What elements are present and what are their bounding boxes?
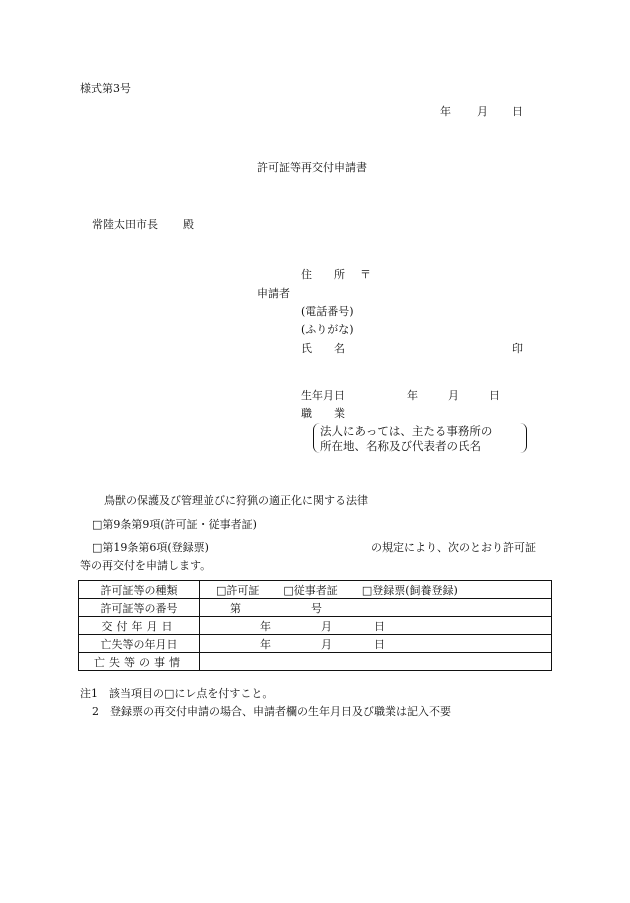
postal-mark: 〒: [360, 268, 371, 281]
name-label: 氏 名: [301, 342, 345, 355]
date-month-label: 月: [477, 105, 488, 118]
number-go: 号: [311, 601, 322, 615]
number-value[interactable]: [200, 599, 552, 617]
option-registration[interactable]: □登録票(飼養登録): [361, 583, 458, 597]
law-name: 鳥獣の保護及び管理並びに狩猟の適正化に関する法律: [104, 494, 368, 507]
addressee: 常陸太田市長: [92, 218, 158, 231]
reissue-info-table: [78, 580, 552, 671]
loss-date-value[interactable]: [200, 635, 552, 653]
loss-circumstances-value[interactable]: [200, 653, 552, 671]
corporate-note-line2: 所在地、名称及び代表者の氏名: [320, 439, 481, 453]
note-1: 注1 該当項目の□にレ点を付すこと。: [80, 687, 274, 700]
table-row-loss-circumstances: [79, 653, 552, 671]
form-number: 様式第3号: [80, 82, 131, 95]
address-label: 住 所: [301, 268, 345, 281]
loss-day: 日: [374, 637, 385, 651]
birth-year-label: 年: [407, 389, 418, 402]
date-day-label: 日: [512, 105, 523, 118]
option-worker-cert[interactable]: □従事者証: [283, 583, 338, 597]
article-option-19[interactable]: □第19条第6項(登録票): [92, 541, 209, 554]
table-row-issue-date: [79, 617, 552, 635]
issue-date-value[interactable]: [200, 617, 552, 635]
loss-circumstances-label: 亡失等の事情: [79, 653, 200, 671]
birth-day-label: 日: [489, 389, 500, 402]
seal-mark: 印: [512, 342, 523, 355]
table-row-type: [79, 581, 552, 599]
type-label: 許可証等の種類: [79, 581, 200, 599]
statement-tail: の規定により、次のとおり許可証: [371, 541, 536, 554]
table-row-loss-date: [79, 635, 552, 653]
phone-label: (電話番号): [301, 305, 354, 318]
birth-month-label: 月: [448, 389, 459, 402]
birth-date-label: 生年月日: [301, 389, 345, 402]
furigana-label: (ふりがな): [301, 323, 354, 336]
occupation-label: 職 業: [301, 407, 345, 420]
table-row-number: [79, 599, 552, 617]
honorific: 殿: [183, 218, 194, 231]
type-options: [200, 581, 552, 599]
applicant-label: 申請者: [257, 287, 290, 300]
loss-date-label: 亡失等の年月日: [79, 635, 200, 653]
issue-date-label: 交付年月日: [79, 617, 200, 635]
date-year-label: 年: [440, 105, 451, 118]
issue-month: 月: [321, 619, 332, 633]
issue-year: 年: [260, 619, 271, 633]
loss-year: 年: [260, 637, 271, 651]
corporate-note-line1: 法人にあっては、主たる事務所の: [320, 424, 493, 438]
note-2: 2 登録票の再交付申請の場合、申請者欄の生年月日及び職業は記入不要: [92, 705, 451, 718]
article-option-9[interactable]: □第9条第9項(許可証・従事者証): [92, 518, 257, 531]
number-dai: 第: [230, 601, 241, 615]
statement-line2: 等の再交付を申請します。: [80, 559, 212, 572]
option-permit[interactable]: □許可証: [216, 583, 260, 597]
number-label: 許可証等の番号: [79, 599, 200, 617]
page-title: 許可証等再交付申請書: [257, 161, 367, 174]
issue-day: 日: [374, 619, 385, 633]
loss-month: 月: [321, 637, 332, 651]
